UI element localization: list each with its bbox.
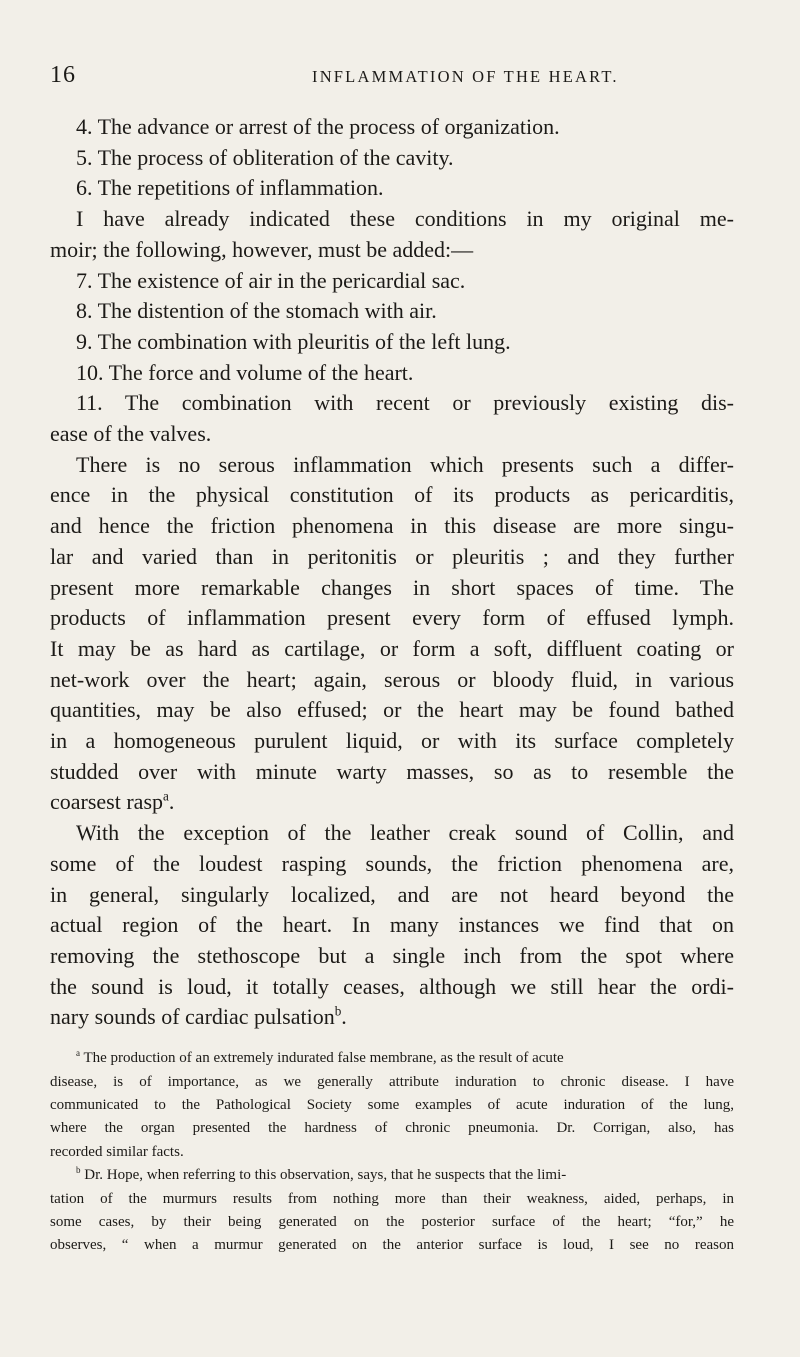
text-line: products of inflammation present every form of effused lymph. — [50, 605, 734, 631]
footnote-text: Dr. Hope, when referring to this observation, says, that he suspects that the limi- — [84, 1167, 567, 1184]
text-line: removing the stethoscope but a single inch from the spot where — [50, 942, 734, 968]
footnote-mark-a: a — [76, 1048, 80, 1059]
text-line: and hence the friction phenomena in this disease are more singu- — [50, 513, 734, 539]
running-title: INFLAMMATION OF THE HEART. — [312, 67, 619, 86]
text-fragment: . — [341, 1004, 347, 1030]
body-text — [50, 112, 734, 1033]
running-head — [50, 62, 734, 98]
text-line: net-work over the heart; again, serous or bloody fluid, in various — [50, 666, 734, 692]
text-line — [50, 1002, 734, 1033]
text-line: 10. The force and volume of the heart. — [76, 359, 414, 385]
footnotes — [50, 1047, 734, 1258]
footnote-a-line: recorded similar facts. — [50, 1143, 184, 1160]
text-line: 6. The repetitions of inflammation. — [76, 175, 384, 201]
text-line: 11. The combination with recent or previously existing dis- — [76, 390, 734, 416]
text-line: ease of the valves. — [50, 421, 212, 447]
text-line: the sound is loud, it totally ceases, although we still hear the ordi- — [50, 973, 734, 999]
footnote-text: The production of an extremely indurated false membrane, as the result of acute — [83, 1050, 564, 1067]
footnote-b-line — [50, 1164, 734, 1187]
footnote-a-line — [50, 1047, 734, 1070]
footnote-ref-a[interactable]: a — [163, 789, 169, 805]
text-line: present more remarkable changes in short spaces of time. The — [50, 574, 734, 600]
text-line: in a homogeneous purulent liquid, or with its surface completely — [50, 728, 734, 754]
text-line: 4. The advance or arrest of the process of organization. — [76, 114, 560, 139]
text-line: 8. The distention of the stomach with air. — [76, 298, 437, 324]
footnote-b-line: some cases, by their being generated on the posterior surface of the heart; “for,” he — [50, 1213, 734, 1230]
text-line: moir; the following, however, must be added:— — [50, 236, 474, 262]
footnote-a-line: disease, is of importance, as we generally attribute induration to chronic disease. I have — [50, 1073, 734, 1090]
footnote-a-line: communicated to the Pathological Society some examples of acute induration of the lung, — [50, 1096, 734, 1113]
text-line: quantities, may be also effused; or the heart may be found bathed — [50, 697, 734, 723]
text-line: 7. The existence of air in the pericardial sac. — [76, 267, 466, 293]
text-line: actual region of the heart. In many instances we find that on — [50, 912, 734, 938]
text-line: 5. The process of obliteration of the cavity. — [76, 144, 454, 170]
text-line: 9. The combination with pleuritis of the left lung. — [76, 328, 511, 354]
text-line: in general, singularly localized, and are not heard beyond the — [50, 881, 734, 907]
footnote-b-line: tation of the murmurs results from nothing more than their weakness, aided, perhaps, in — [50, 1190, 734, 1207]
text-fragment: coarsest rasp — [50, 789, 164, 815]
footnote-ref-b[interactable]: b — [334, 1004, 342, 1020]
text-line: With the exception of the leather creak sound of Collin, and — [76, 820, 734, 846]
text-line: lar and varied than in peritonitis or pleuritis ; and they further — [50, 543, 734, 569]
text-line: I have already indicated these conditions in my original me- — [76, 206, 734, 232]
text-line: There is no serous inflammation which presents such a differ- — [76, 451, 734, 477]
text-line: ence in the physical constitution of its products as pericarditis, — [50, 482, 734, 508]
page-number: 16 — [50, 62, 76, 88]
text-fragment: . — [168, 789, 175, 815]
text-fragment: nary sounds of cardiac pulsation — [50, 1004, 335, 1030]
text-line: studded over with minute warty masses, so as to resemble the — [50, 758, 734, 784]
text-line — [50, 787, 734, 818]
footnote-a-line: where the organ presented the hardness of chronic pneumonia. Dr. Corrigan, also, has — [50, 1120, 734, 1137]
text-line: It may be as hard as cartilage, or form a soft, diffluent coating or — [50, 635, 734, 661]
footnote-mark-b: b — [76, 1165, 81, 1176]
footnote-b-line: observes, “ when a murmur generated on the anterior surface is loud, I see no reason — [50, 1237, 734, 1254]
text-line: some of the loudest rasping sounds, the friction phenomena are, — [50, 850, 734, 876]
